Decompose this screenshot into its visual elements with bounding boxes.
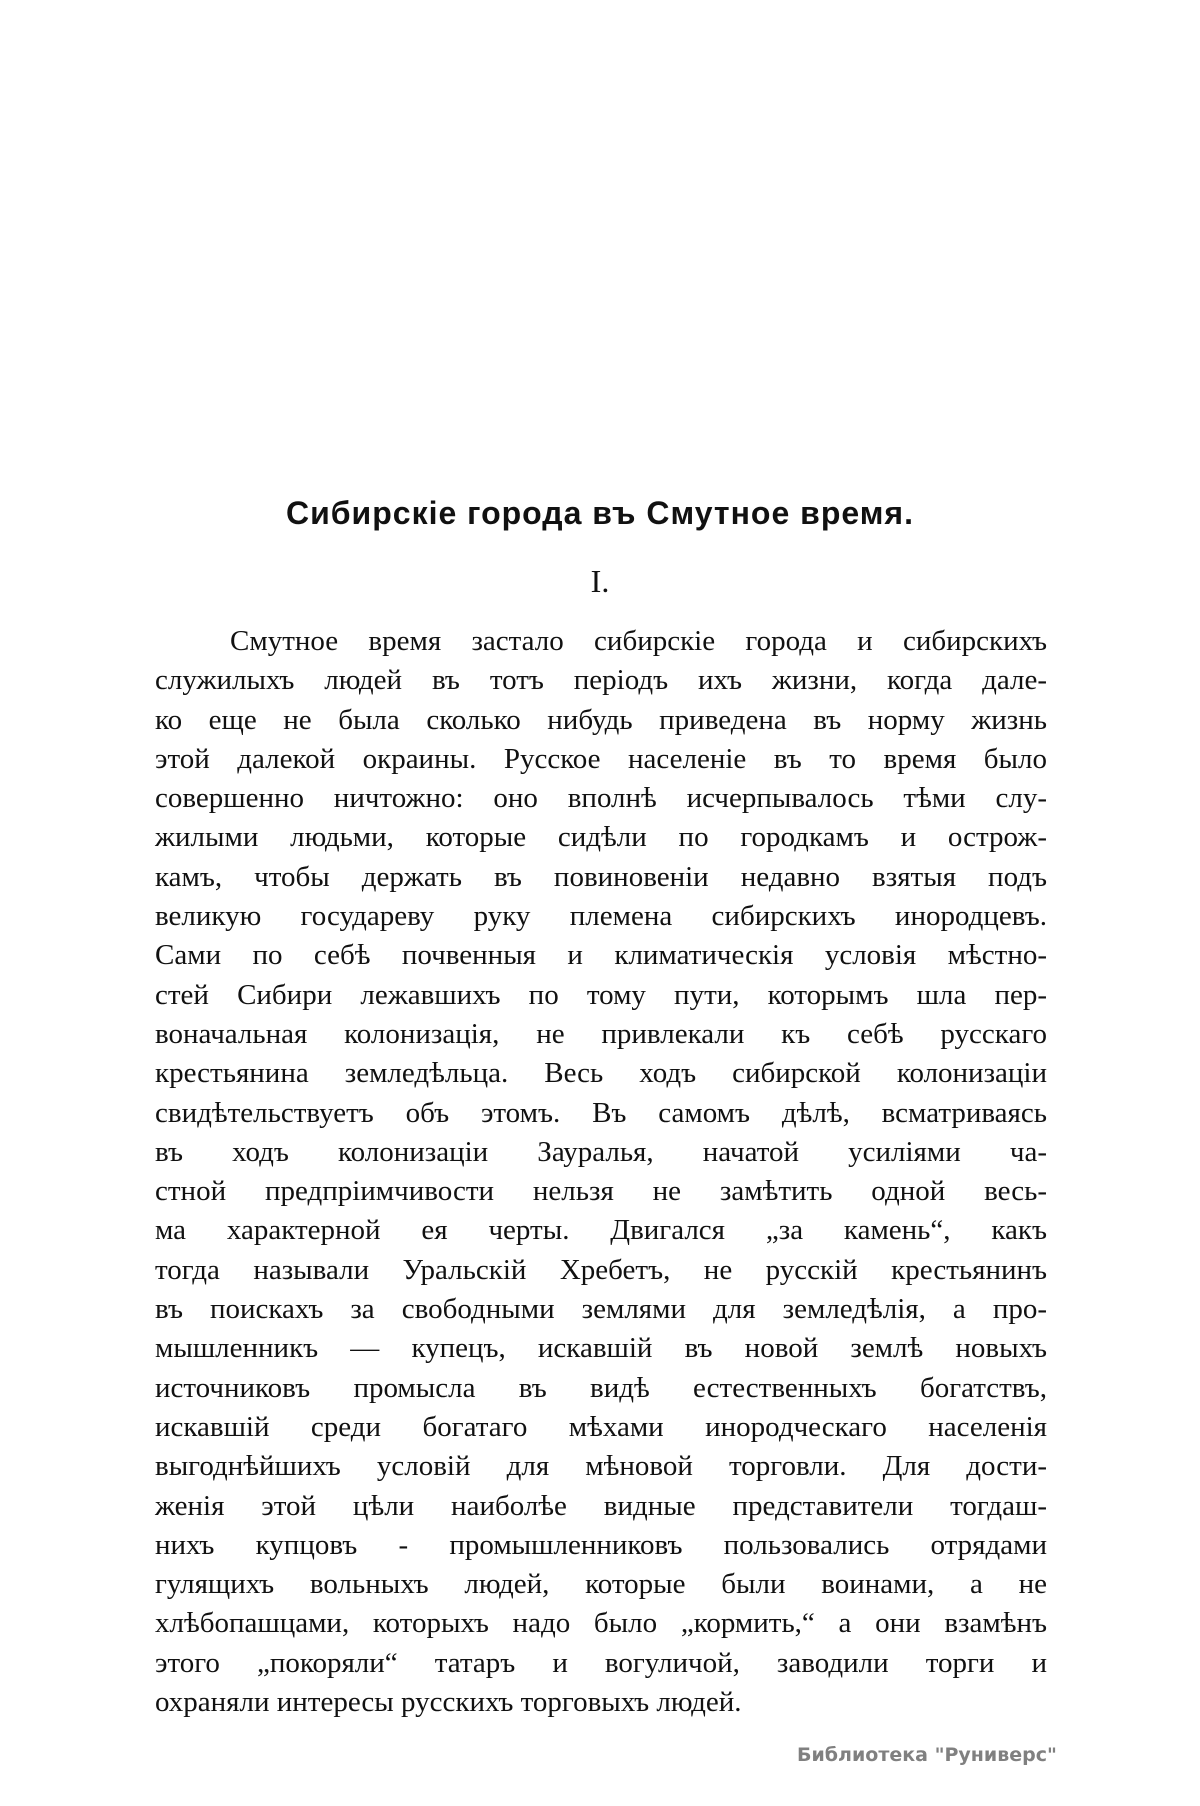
text-line: Сами по себѣ почвенныя и климатическiя условiя мѣстно-: [155, 939, 1047, 972]
text-line: хлѣбопашцами, которыхъ надо было „кормить,“ а они взамѣнъ: [155, 1607, 1047, 1640]
text-line: служилыхъ людей въ тотъ перiодъ ихъ жизни, когда дале-: [155, 664, 1047, 697]
text-line: тогда называли Уральскiй Хребетъ, не русскiй крестьянинъ: [155, 1253, 1047, 1286]
text-line: совершенно ничтожно: оно вполнѣ исчерпывалось тѣми слу-: [155, 782, 1047, 815]
text-line: искавшiй среди богатаго мѣхами инородческаго населенiя: [155, 1410, 1047, 1443]
text-line: Смутное время застало сибирскiе города и сибирскихъ: [230, 625, 1047, 657]
text-line: женiя этой цѣли наиболѣе видные представители тогдаш-: [155, 1489, 1047, 1522]
text-line: гулящихъ вольныхъ людей, которые были воинами, а не: [155, 1568, 1047, 1601]
text-line: мышленникъ — купецъ, искавшiй въ новой землѣ новыхъ: [155, 1332, 1047, 1365]
text-line: воначальная колонизацiя, не привлекали къ себѣ русскаго: [155, 1017, 1047, 1050]
text-line: этой далекой окраины. Русское населенiе въ то время было: [155, 742, 1047, 775]
text-line: въ ходъ колонизацiи Зауралья, начатой усилiями ча-: [155, 1135, 1047, 1168]
text-line: великую государеву руку племена сибирскихъ инородцевъ.: [155, 900, 1047, 933]
section-number: I.: [590, 563, 610, 599]
text-line: крестьянина земледѣльца. Весь ходъ сибирской колонизацiи: [155, 1057, 1047, 1090]
text-line: выгоднѣйшихъ условiй для мѣновой торговли. Для дости-: [155, 1450, 1047, 1483]
text-line: ко еще не была сколько нибудь приведена въ норму жизнь: [155, 703, 1047, 736]
body-text: [155, 622, 1047, 1722]
text-line: источниковъ промысла въ видѣ естественныхъ богатствъ,: [155, 1371, 1047, 1404]
text-line: камъ, чтобы держать въ повиновенiи недавно взятыя подъ: [155, 860, 1047, 893]
text-line: охраняли интересы русскихъ торговыхъ людей.: [155, 1686, 742, 1719]
text-line: ма характерной ея черты. Двигался „за камень“, какъ: [155, 1214, 1047, 1247]
text-line: въ поискахъ за свободными землями для земледѣлiя, а про-: [155, 1293, 1047, 1326]
text-line: свидѣтельствуетъ объ этомъ. Въ самомъ дѣлѣ, всматриваясь: [155, 1096, 1047, 1129]
chapter-title: Сибирскiе города въ Смутное время.: [286, 495, 914, 531]
text-line: нихъ купцовъ - промышленниковъ пользовались отрядами: [155, 1528, 1047, 1561]
text-line: стей Сибири лежавшихъ по тому пути, которымъ шла пер-: [155, 978, 1047, 1011]
text-line: стной предпрiимчивости нельзя не замѣтить одной весь-: [155, 1175, 1047, 1208]
text-line: этого „покоряли“ татаръ и вогуличой, заводили торги и: [155, 1646, 1047, 1679]
text-line: жилыми людьми, которые сидѣли по городкамъ и острож-: [155, 821, 1047, 854]
library-watermark: Библиотека "Руниверс": [797, 1744, 1057, 1766]
